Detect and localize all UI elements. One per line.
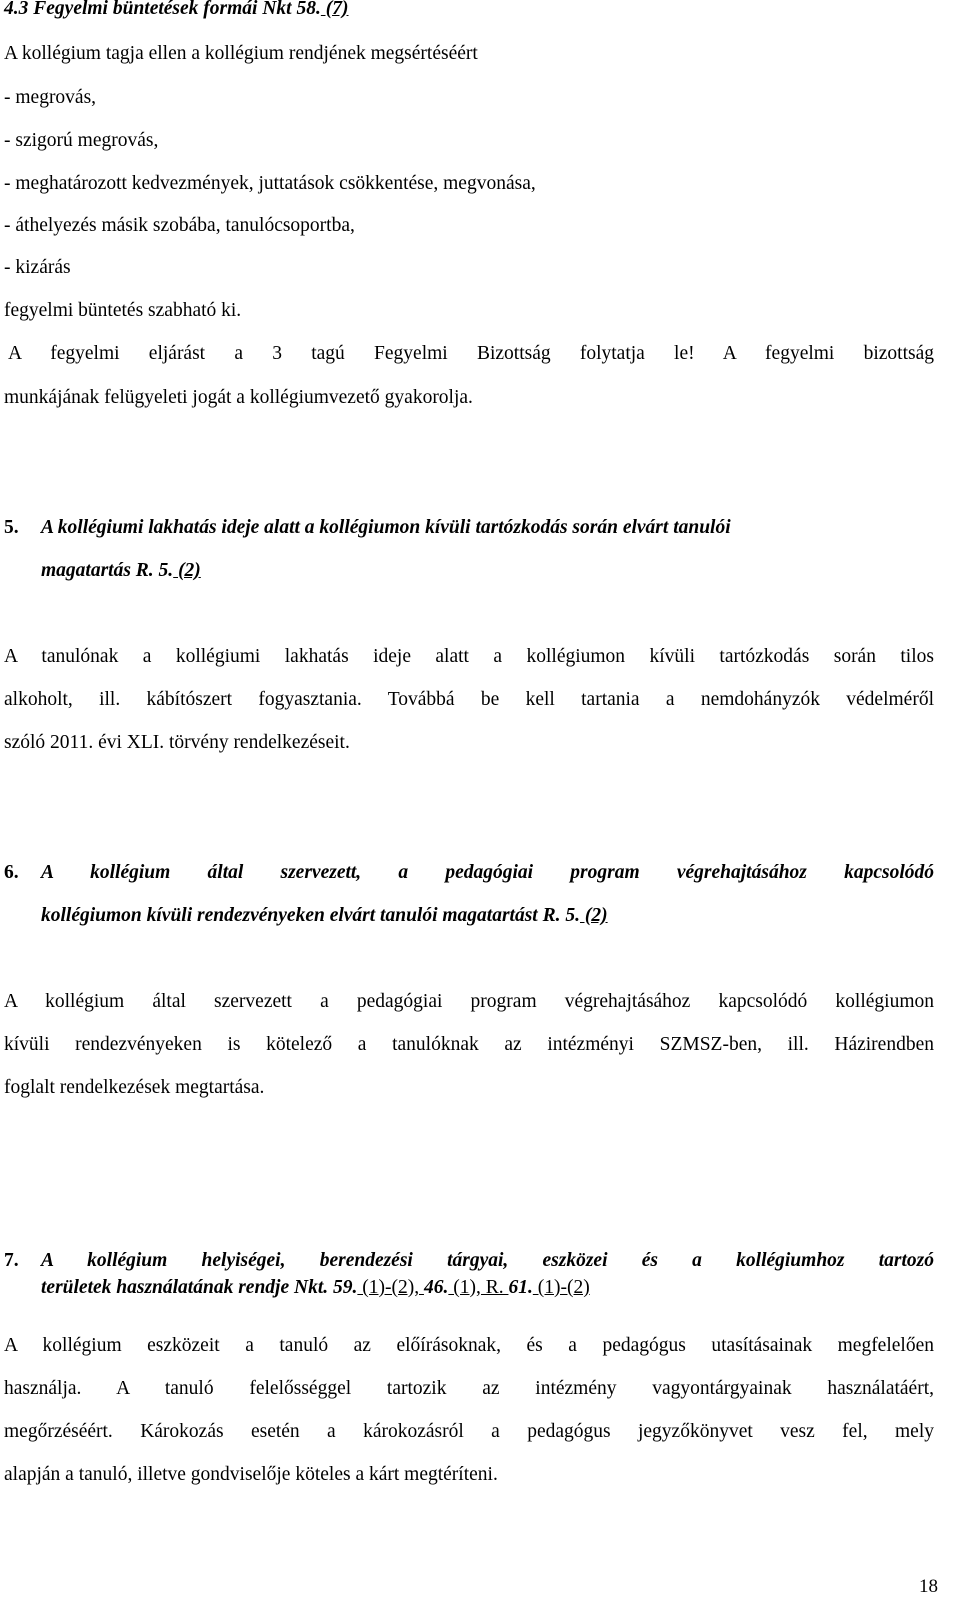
section-4-3-closing: fegyelmi büntetés szabható ki.	[4, 300, 242, 321]
section-7-title-line-2-a: területek használatának rendje Nkt. 59.	[41, 1277, 358, 1298]
section-7-body-line-1: A kollégium eszközeit a tanuló az előírásoknak, és a pedagógus utasításainak megfelelően	[4, 1335, 934, 1356]
section-4-3-heading-text: 4.3 Fegyelmi büntetések formái Nkt 58.	[4, 0, 321, 19]
list-item: - meghatározott kedvezmények, juttatások csökkentése, megvonása,	[4, 173, 536, 194]
section-5-title-line-1: A kollégiumi lakhatás ideje alatt a kollégiumon kívüli tartózkodás során elvárt tanulói	[41, 517, 731, 538]
section-4-3-paragraph-line-1: A fegyelmi eljárást a 3 tagú Fegyelmi Bizottság folytatja le! A fegyelmi bizottság	[8, 343, 934, 364]
list-item: - megrovás,	[4, 87, 97, 108]
section-5-body-line-3: szóló 2011. évi XLI. törvény rendelkezéseit.	[4, 732, 350, 753]
section-6-title-line-1: A kollégium által szervezett, a pedagógiai program végrehajtásához kapcsolódó	[41, 862, 934, 883]
section-6-body-line-3: foglalt rendelkezések megtartása.	[4, 1077, 265, 1098]
section-7-body-line-3: megőrzéséért. Károkozás esetén a károkozásról a pedagógus jegyzőkönyvet vesz fel, mely	[4, 1421, 934, 1442]
section-4-3-paragraph-line-2: munkájának felügyeleti jogát a kollégiumvezető gyakorolja.	[4, 387, 473, 408]
section-5-body-line-2: alkoholt, ill. kábítószert fogyasztania. Továbbá be kell tartania a nemdohányzók védelméről	[4, 689, 934, 710]
section-6-title-ref: (2)	[579, 905, 608, 926]
section-7-title-line-1: A kollégium helyiségei, berendezési tárgyai, eszközei és a kollégiumhoz tartozó	[41, 1250, 934, 1271]
section-5-title-line-2	[41, 559, 201, 583]
section-5-title-line-2-text: magatartás R. 5.	[41, 560, 174, 581]
section-7-body-line-4: alapján a tanuló, illetve gondviselője köteles a kárt megtéríteni.	[4, 1464, 498, 1485]
list-item: - szigorú megrovás,	[4, 130, 159, 151]
section-7-title-line-2	[41, 1276, 590, 1300]
section-7-body-line-2: használja. A tanuló felelősséggel tartozik az intézmény vagyontárgyainak használatáért,	[4, 1378, 934, 1399]
section-7-title-line-2-e: 61.	[508, 1277, 533, 1298]
section-7-title-line-2-d: (1), R.	[448, 1277, 509, 1298]
section-6-title-line-2-text: kollégiumon kívüli rendezvényeken elvárt tanulói magatartást R. 5.	[41, 905, 580, 926]
section-4-3-heading-ref: (7)	[320, 0, 349, 19]
section-4-3-intro: A kollégium tagja ellen a kollégium rendjének megsértéséért	[4, 43, 478, 64]
section-6-number: 6.	[4, 862, 19, 883]
section-4-3-heading	[4, 0, 348, 21]
section-5-body-line-1: A tanulónak a kollégiumi lakhatás ideje alatt a kollégiumon kívüli tartózkodás során tilos	[4, 646, 934, 667]
section-5-title-ref: (2)	[173, 560, 201, 581]
section-6-body-line-2: kívüli rendezvényeken is kötelező a tanulóknak az intézményi SZMSZ-ben, ill. Házirendben	[4, 1034, 934, 1055]
page-number: 18	[919, 1576, 938, 1597]
section-6-body-line-1: A kollégium által szervezett a pedagógiai program végrehajtásához kapcsolódó kollégiumon	[4, 991, 934, 1012]
section-5-number: 5.	[4, 517, 19, 538]
section-7-title-line-2-f: (1)-(2)	[532, 1277, 590, 1298]
section-7-title-line-2-c: 46.	[423, 1277, 449, 1298]
list-item: - áthelyezés másik szobába, tanulócsoportba,	[4, 215, 355, 236]
section-7-number: 7.	[4, 1250, 19, 1271]
section-7-title-line-2-b: (1)-(2),	[357, 1277, 424, 1298]
list-item: - kizárás	[4, 257, 71, 278]
section-6-title-line-2	[41, 904, 608, 928]
